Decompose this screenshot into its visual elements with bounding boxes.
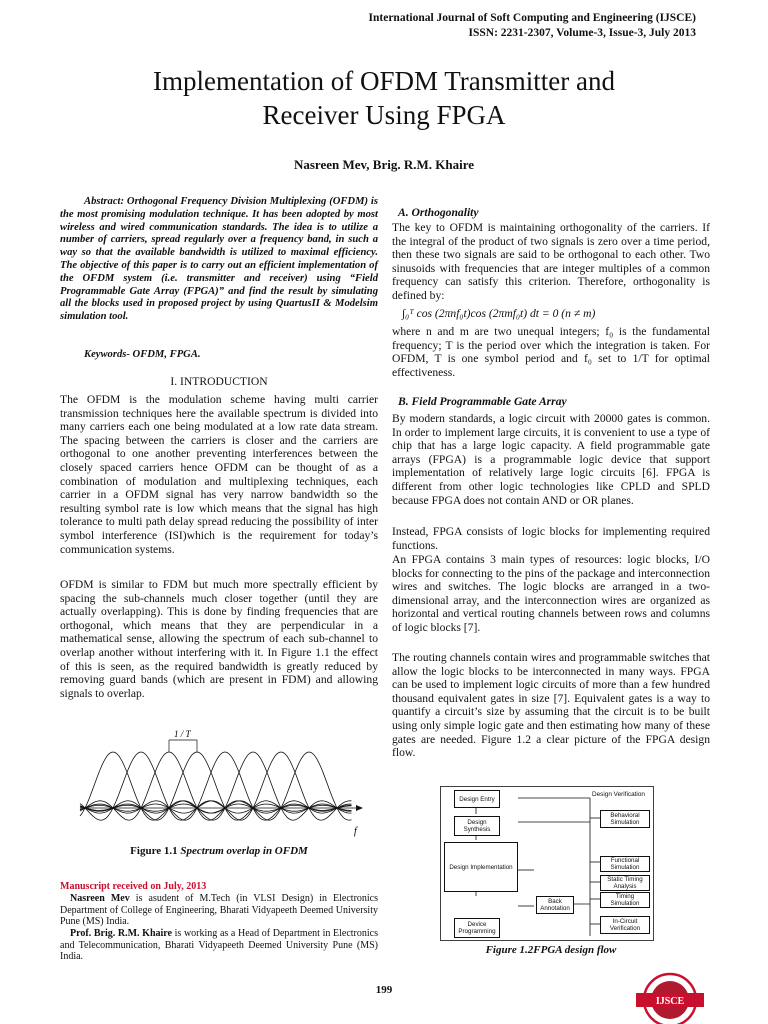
journal-issn: ISSN: 2231-2307, Volume-3, Issue-3, July 2013 (468, 27, 696, 39)
spacing-label: 1 / T (174, 729, 191, 739)
author-1-name: Nasreen Mev (70, 893, 130, 904)
section-b-paragraph-1: By modern standards, a logic circuit with 20000 gates is common. In order to implement large circuits, it is convenient to use a type of chip that has a large logic capacity. A field programmable gate arrays (FPGA) is a programmable logic device that support implementation of relatively large logic circuits [6]. FPGA is different from other logic technologies like CPLD and SPLD because FPGA does not contain AND or OR planes. (392, 412, 710, 507)
page-number: 199 (375, 984, 393, 996)
spectrum-overlap-figure (60, 728, 378, 840)
section-b-paragraph-4: The routing channels contain wires and programmable switches that allow the logic blocks to be interconnected in many ways. FPGA can be used to implement logic circuits of more than a few hundred thousand equivalent gates in size [7]. Equivalent gates is a way to quantify a circuit’s size by assuming that the circuit is to be built using only simple logic gate and then estimating how many of these gates are needed. Figure 1.2 a clear picture of the FPGA design flow. (392, 651, 710, 760)
behavioral-simulation-box: Behavioral Simulation (600, 810, 650, 828)
design-entry-box: Design Entry (454, 790, 500, 808)
functional-simulation-box: Functional Simulation (600, 856, 650, 872)
axis-arrow (356, 805, 363, 811)
section-b-paragraph-2: Instead, FPGA consists of logic blocks for implementing required functions. (392, 525, 710, 552)
author-2-note (60, 928, 378, 963)
section-b-heading: B. Field Programmable Gate Array (398, 395, 567, 408)
frequency-label: f (354, 826, 357, 837)
ijsce-logo (630, 966, 710, 1024)
back-annotation-box: Back Annotation (536, 896, 574, 914)
author-2-affiliation: is working as a Head of Department in Electronics and Telecommunication, Bharati Vidyapeeth Deemed University Pune (MS) India. (60, 928, 378, 963)
title-line-1: Implementation of OFDM Transmitter and (153, 66, 615, 96)
orthogonality-formula: ∫₀ᵀ cos (2πnf₀t)cos (2πmf₀t) dt = 0 (n ≠ m) (402, 307, 596, 320)
intro-heading: I. INTRODUCTION (170, 375, 268, 388)
intro-paragraph-1: The OFDM is the modulation scheme having multi carrier transmission techniques here the available spectrum is divided into many carriers each one being modulated at a low rate data stream. The spacing between the carriers is closer and the carriers are orthogonal to one another preventing interferences between the closely spaced carriers hence OFDM can be thought of as a combination of modulation and multiplexing techniques, each carrier in a OFDM signal has very narrow bandwidth so the resulting symbol rate is low which means that the signal has high tolerance to multi path delay spread reducing the possibility of inter symbol interference (ISI)which is the requirement for today’s communication systems. (60, 393, 378, 556)
section-a-heading: A. Orthogonality (398, 206, 479, 219)
sinc-carriers (80, 752, 352, 820)
journal-header (369, 11, 696, 41)
journal-name: International Journal of Soft Computing and Engineering (IJSCE) (368, 12, 696, 24)
in-circuit-verification-box: In-Circuit Verification (600, 916, 650, 934)
section-a-paragraph-2: where n and m are two unequal integers; f₀ is the fundamental frequency; T is the period over which the integration is taken. For OFDM, T is one symbol period and f₀ set to 1/T for optimal effectiveness. (392, 325, 710, 379)
title-line-2: Receiver Using FPGA (262, 100, 506, 130)
section-b-paragraph-3: An FPGA contains 3 main types of resources: logic blocks, I/O blocks for connecting to the pins of the package and interconnection wires and switches. The logic blocks are arranged in a two-dimensional array, and the interconnection wires are organized as horizontal and vertical routing channels between rows and columns of logic blocks [7]. (392, 553, 710, 634)
figure-2-caption: Figure 1.2FPGA design flow (485, 944, 617, 956)
logo-text: IJSCE (655, 996, 685, 1007)
authors: Nasreen Mev, Brig. R.M. Khaire (293, 157, 475, 172)
device-programming-box: Device Programming (454, 918, 500, 938)
design-synthesis-box: Design Synthesis (454, 816, 500, 836)
design-implementation-box: Design Implementation (444, 842, 518, 892)
static-timing-analysis-box: Static Timing Analysis (600, 875, 650, 891)
section-a-paragraph-1: The key to OFDM is maintaining orthogonality of the carriers. If the integral of the product of two signals is zero over a time period, then these two signals are said to be orthogonal to each other. Two sinusoids with frequencies that are integer multiples of a common frequency can satisfy this criterion. Therefore, orthogonality is defined by: (392, 221, 710, 302)
author-2-name: Prof. Brig. R.M. Khaire (70, 928, 172, 939)
intro-paragraph-2: OFDM is similar to FDM but much more spectrally efficient by spacing the sub-channels much closer together (until they are actually overlapping). This is done by finding frequencies that are orthogonal, which means that they are perpendicular in a mathematical sense, allowing the spectrum of each sub-channel to overlap another without interfering with it. In Figure 1.1 the effect of this is seen, as the required bandwidth is greatly reduced by removing guard bands (which are present in FDM) and allowing signals to overlap. (60, 578, 378, 700)
figure-1-caption (60, 845, 378, 857)
manuscript-received: Manuscript received on July, 2013 (60, 881, 207, 892)
keywords: Keywords- OFDM, FPGA. (84, 349, 201, 360)
fpga-design-flow-figure (440, 786, 654, 941)
paper-title (0, 64, 768, 132)
timing-simulation-box: Timing Simulation (600, 892, 650, 908)
author-1-affiliation: is asudent of M.Tech (in VLSI Design) in Electronics Department of College of Engineering, Bharati Vidyapeeth Deemed University Pune (MS) India. (60, 893, 379, 928)
figure-1-caption-label: Figure 1.1 (130, 845, 178, 857)
design-verification-label: Design Verification (592, 791, 645, 798)
abstract: Abstract: Orthogonal Frequency Division Multiplexing (OFDM) is the most promising modulation technique. It has been adopted by most wireless and wired communication standards. The idea is to utilize a number of carriers, spread regularly over a frequency band, in such a way so that the available bandwidth is utilized to maximal efficiency. The objective of this paper is to carry out an efficient implementation of the OFDM system (i.e. transmitter and receiver) using “Field Programmable Gate Array (FPGA)” and find the result by simulating all the blocks used in proposed project by using QuartusII & Modelsim simulation tool. (60, 196, 378, 323)
author-1-note (60, 893, 378, 928)
figure-1-caption-text: Spectrum overlap in OFDM (180, 845, 308, 857)
